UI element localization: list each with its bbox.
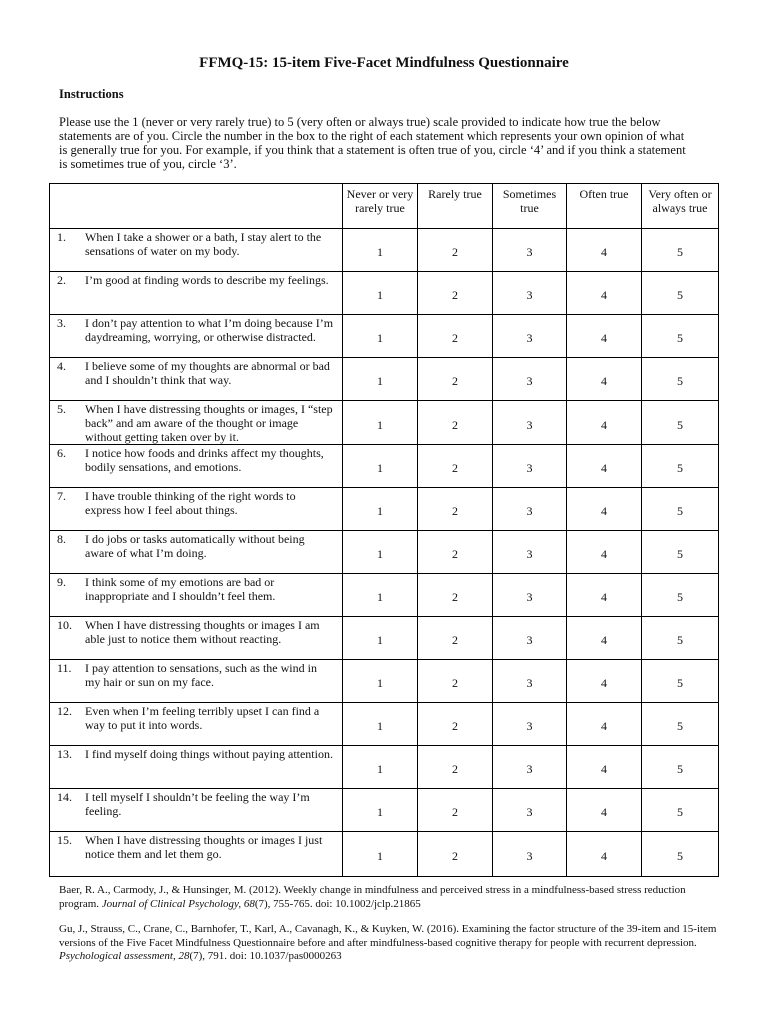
table-row [50, 789, 719, 832]
rating-option-sometimes[interactable]: 3 [493, 660, 567, 703]
rating-option-very-often[interactable]: 5 [642, 574, 719, 617]
statement-cell [50, 445, 343, 488]
rating-option-often[interactable]: 4 [567, 315, 642, 358]
rating-option-often[interactable]: 4 [567, 229, 642, 272]
rating-option-never[interactable]: 1 [343, 358, 418, 401]
rating-option-rarely[interactable]: 2 [418, 789, 493, 832]
item-text: When I have distressing thoughts or images, I “step back” and am aware of the thought or image without getting taken over by it. [85, 402, 333, 444]
rating-option-very-often[interactable]: 5 [642, 401, 719, 445]
rating-option-often[interactable]: 4 [567, 574, 642, 617]
rating-option-rarely[interactable]: 2 [418, 315, 493, 358]
statement-cell [50, 272, 343, 315]
statement-cell [50, 401, 343, 445]
statement-cell [50, 746, 343, 789]
rating-option-often[interactable]: 4 [567, 401, 642, 445]
rating-option-often[interactable]: 4 [567, 358, 642, 401]
rating-option-never[interactable]: 1 [343, 789, 418, 832]
rating-option-never[interactable]: 1 [343, 401, 418, 445]
rating-option-very-often[interactable]: 5 [642, 488, 719, 531]
item-number: 3. [57, 316, 66, 330]
item-number: 15. [57, 833, 72, 847]
table-row [50, 660, 719, 703]
rating-option-never[interactable]: 1 [343, 746, 418, 789]
rating-option-sometimes[interactable]: 3 [493, 617, 567, 660]
rating-option-never[interactable]: 1 [343, 445, 418, 488]
rating-option-very-often[interactable]: 5 [642, 617, 719, 660]
rating-option-never[interactable]: 1 [343, 617, 418, 660]
rating-option-often[interactable]: 4 [567, 746, 642, 789]
header-never: Never or very rarely true [343, 184, 418, 229]
statement-cell [50, 358, 343, 401]
item-number: 12. [57, 704, 72, 718]
rating-option-never[interactable]: 1 [343, 574, 418, 617]
rating-option-rarely[interactable]: 2 [418, 229, 493, 272]
item-number: 14. [57, 790, 72, 804]
table-row [50, 488, 719, 531]
rating-option-very-often[interactable]: 5 [642, 531, 719, 574]
rating-option-rarely[interactable]: 2 [418, 488, 493, 531]
table-row [50, 746, 719, 789]
rating-option-rarely[interactable]: 2 [418, 445, 493, 488]
table-header-row [50, 184, 719, 229]
table-row [50, 272, 719, 315]
statement-cell [50, 789, 343, 832]
item-text: I do jobs or tasks automatically without being aware of what I’m doing. [85, 532, 305, 560]
table-row [50, 832, 719, 877]
item-text: When I take a shower or a bath, I stay alert to the sensations of water on my body. [85, 230, 322, 258]
item-number: 5. [57, 402, 66, 416]
references [59, 884, 719, 976]
reference-gu: Gu, J., Strauss, C., Crane, C., Barnhofer, T., Karl, A., Cavanagh, K., & Kuyken, W. (2016). Examining the factor structure of the 39-item and 15-item versions of the Five Facet Mindfulness Questionnaire before and after mindfulness-based cognitive therapy for people with recurrent depression. Psychological assessment, 28(7), 791. doi: 10.1037/pas0000263 [59, 923, 717, 962]
header-very-often: Very often or always true [642, 184, 719, 229]
item-number: 2. [57, 273, 66, 287]
table-row [50, 229, 719, 272]
instructions-heading: Instructions [59, 87, 124, 101]
rating-option-often[interactable]: 4 [567, 789, 642, 832]
rating-option-often[interactable]: 4 [567, 703, 642, 746]
rating-option-sometimes[interactable]: 3 [493, 229, 567, 272]
rating-option-very-often[interactable]: 5 [642, 229, 719, 272]
item-number: 10. [57, 618, 72, 632]
rating-option-never[interactable]: 1 [343, 315, 418, 358]
item-text: I’m good at finding words to describe my feelings. [85, 273, 329, 287]
table-row [50, 401, 719, 445]
header-often: Often true [567, 184, 642, 229]
item-text: Even when I’m feeling terribly upset I can find a way to put it into words. [85, 704, 320, 732]
instructions-text: Please use the 1 (never or very rarely true) to 5 (very often or always true) scale provided to indicate how true the below statements are of you. Circle the number in the box to the right of each statement which represents your own opinion of what is generally true for you. For example, if you think that a statement is often true of you, circle ‘4’ and if you think a statement is sometimes true of you, circle ‘3’. [59, 115, 686, 171]
rating-option-often[interactable]: 4 [567, 660, 642, 703]
rating-option-often[interactable]: 4 [567, 531, 642, 574]
rating-option-sometimes[interactable]: 3 [493, 746, 567, 789]
item-number: 4. [57, 359, 66, 373]
questionnaire-table [49, 183, 719, 877]
item-text: I don’t pay attention to what I’m doing because I’m daydreaming, worrying, or otherwise distracted. [85, 316, 334, 344]
item-text: I think some of my emotions are bad or inappropriate and I shouldn’t feel them. [85, 575, 276, 603]
rating-option-rarely[interactable]: 2 [418, 660, 493, 703]
statement-cell [50, 229, 343, 272]
rating-option-very-often[interactable]: 5 [642, 746, 719, 789]
table-row [50, 574, 719, 617]
rating-option-rarely[interactable]: 2 [418, 531, 493, 574]
statement-cell [50, 574, 343, 617]
item-text: I believe some of my thoughts are abnormal or bad and I shouldn’t think that way. [85, 359, 330, 387]
rating-option-very-often[interactable]: 5 [642, 832, 719, 877]
rating-option-sometimes[interactable]: 3 [493, 703, 567, 746]
rating-option-never[interactable]: 1 [343, 832, 418, 877]
rating-option-rarely[interactable]: 2 [418, 358, 493, 401]
rating-option-sometimes[interactable]: 3 [493, 574, 567, 617]
rating-option-very-often[interactable]: 5 [642, 445, 719, 488]
reference-baer: Baer, R. A., Carmody, J., & Hunsinger, M. (2012). Weekly change in mindfulness and perceived stress in a mindfulness-based stress reduction program. Journal of Clinical Psychology, 68(7), 755-765. doi: 10.1002/jclp.21865 [59, 884, 686, 910]
rating-option-never[interactable]: 1 [343, 488, 418, 531]
statement-cell [50, 315, 343, 358]
item-text: When I have distressing thoughts or images I just notice them and let them go. [85, 833, 323, 861]
statement-cell [50, 703, 343, 746]
rating-option-rarely[interactable]: 2 [418, 401, 493, 445]
rating-option-very-often[interactable]: 5 [642, 789, 719, 832]
header-sometimes: Sometimes true [493, 184, 567, 229]
rating-option-rarely[interactable]: 2 [418, 617, 493, 660]
item-text: I notice how foods and drinks affect my thoughts, bodily sensations, and emotions. [85, 446, 324, 474]
rating-option-sometimes[interactable]: 3 [493, 272, 567, 315]
statement-cell [50, 531, 343, 574]
table-row [50, 445, 719, 488]
item-number: 13. [57, 747, 72, 761]
rating-option-very-often[interactable]: 5 [642, 315, 719, 358]
item-number: 7. [57, 489, 66, 503]
statement-cell [50, 660, 343, 703]
rating-option-very-often[interactable]: 5 [642, 660, 719, 703]
item-number: 9. [57, 575, 66, 589]
item-text: I find myself doing things without paying attention. [85, 747, 333, 761]
rating-option-sometimes[interactable]: 3 [493, 401, 567, 445]
rating-option-often[interactable]: 4 [567, 832, 642, 877]
rating-option-sometimes[interactable]: 3 [493, 445, 567, 488]
header-statement [50, 184, 343, 229]
item-text: I have trouble thinking of the right words to express how I feel about things. [85, 489, 296, 517]
rating-option-often[interactable]: 4 [567, 272, 642, 315]
rating-option-rarely[interactable]: 2 [418, 272, 493, 315]
table-row [50, 531, 719, 574]
rating-option-sometimes[interactable]: 3 [493, 832, 567, 877]
rating-option-very-often[interactable]: 5 [642, 703, 719, 746]
rating-option-sometimes[interactable]: 3 [493, 789, 567, 832]
item-text: I pay attention to sensations, such as the wind in my hair or sun on my face. [85, 661, 317, 689]
item-text: I tell myself I shouldn’t be feeling the way I’m feeling. [85, 790, 310, 818]
item-number: 8. [57, 532, 66, 546]
rating-option-never[interactable]: 1 [343, 531, 418, 574]
rating-option-never[interactable]: 1 [343, 272, 418, 315]
statement-cell [50, 488, 343, 531]
item-number: 11. [57, 661, 72, 675]
rating-option-rarely[interactable]: 2 [418, 574, 493, 617]
rating-option-often[interactable]: 4 [567, 488, 642, 531]
table-row [50, 617, 719, 660]
statement-cell [50, 617, 343, 660]
rating-option-rarely[interactable]: 2 [418, 703, 493, 746]
rating-option-never[interactable]: 1 [343, 703, 418, 746]
rating-option-sometimes[interactable]: 3 [493, 531, 567, 574]
item-number: 1. [57, 230, 66, 244]
table-row [50, 703, 719, 746]
rating-option-never[interactable]: 1 [343, 229, 418, 272]
header-rarely: Rarely true [418, 184, 493, 229]
item-number: 6. [57, 446, 66, 460]
rating-option-sometimes[interactable]: 3 [493, 488, 567, 531]
rating-option-rarely[interactable]: 2 [418, 832, 493, 877]
rating-option-sometimes[interactable]: 3 [493, 358, 567, 401]
rating-option-never[interactable]: 1 [343, 660, 418, 703]
rating-option-often[interactable]: 4 [567, 445, 642, 488]
rating-option-sometimes[interactable]: 3 [493, 315, 567, 358]
rating-option-often[interactable]: 4 [567, 617, 642, 660]
table-row [50, 358, 719, 401]
statement-cell [50, 832, 343, 877]
page-title: FFMQ-15: 15-item Five-Facet Mindfulness Questionnaire [199, 55, 569, 71]
table-row [50, 315, 719, 358]
rating-option-very-often[interactable]: 5 [642, 358, 719, 401]
rating-option-very-often[interactable]: 5 [642, 272, 719, 315]
rating-option-rarely[interactable]: 2 [418, 746, 493, 789]
item-text: When I have distressing thoughts or images I am able just to notice them without reacting. [85, 618, 320, 646]
